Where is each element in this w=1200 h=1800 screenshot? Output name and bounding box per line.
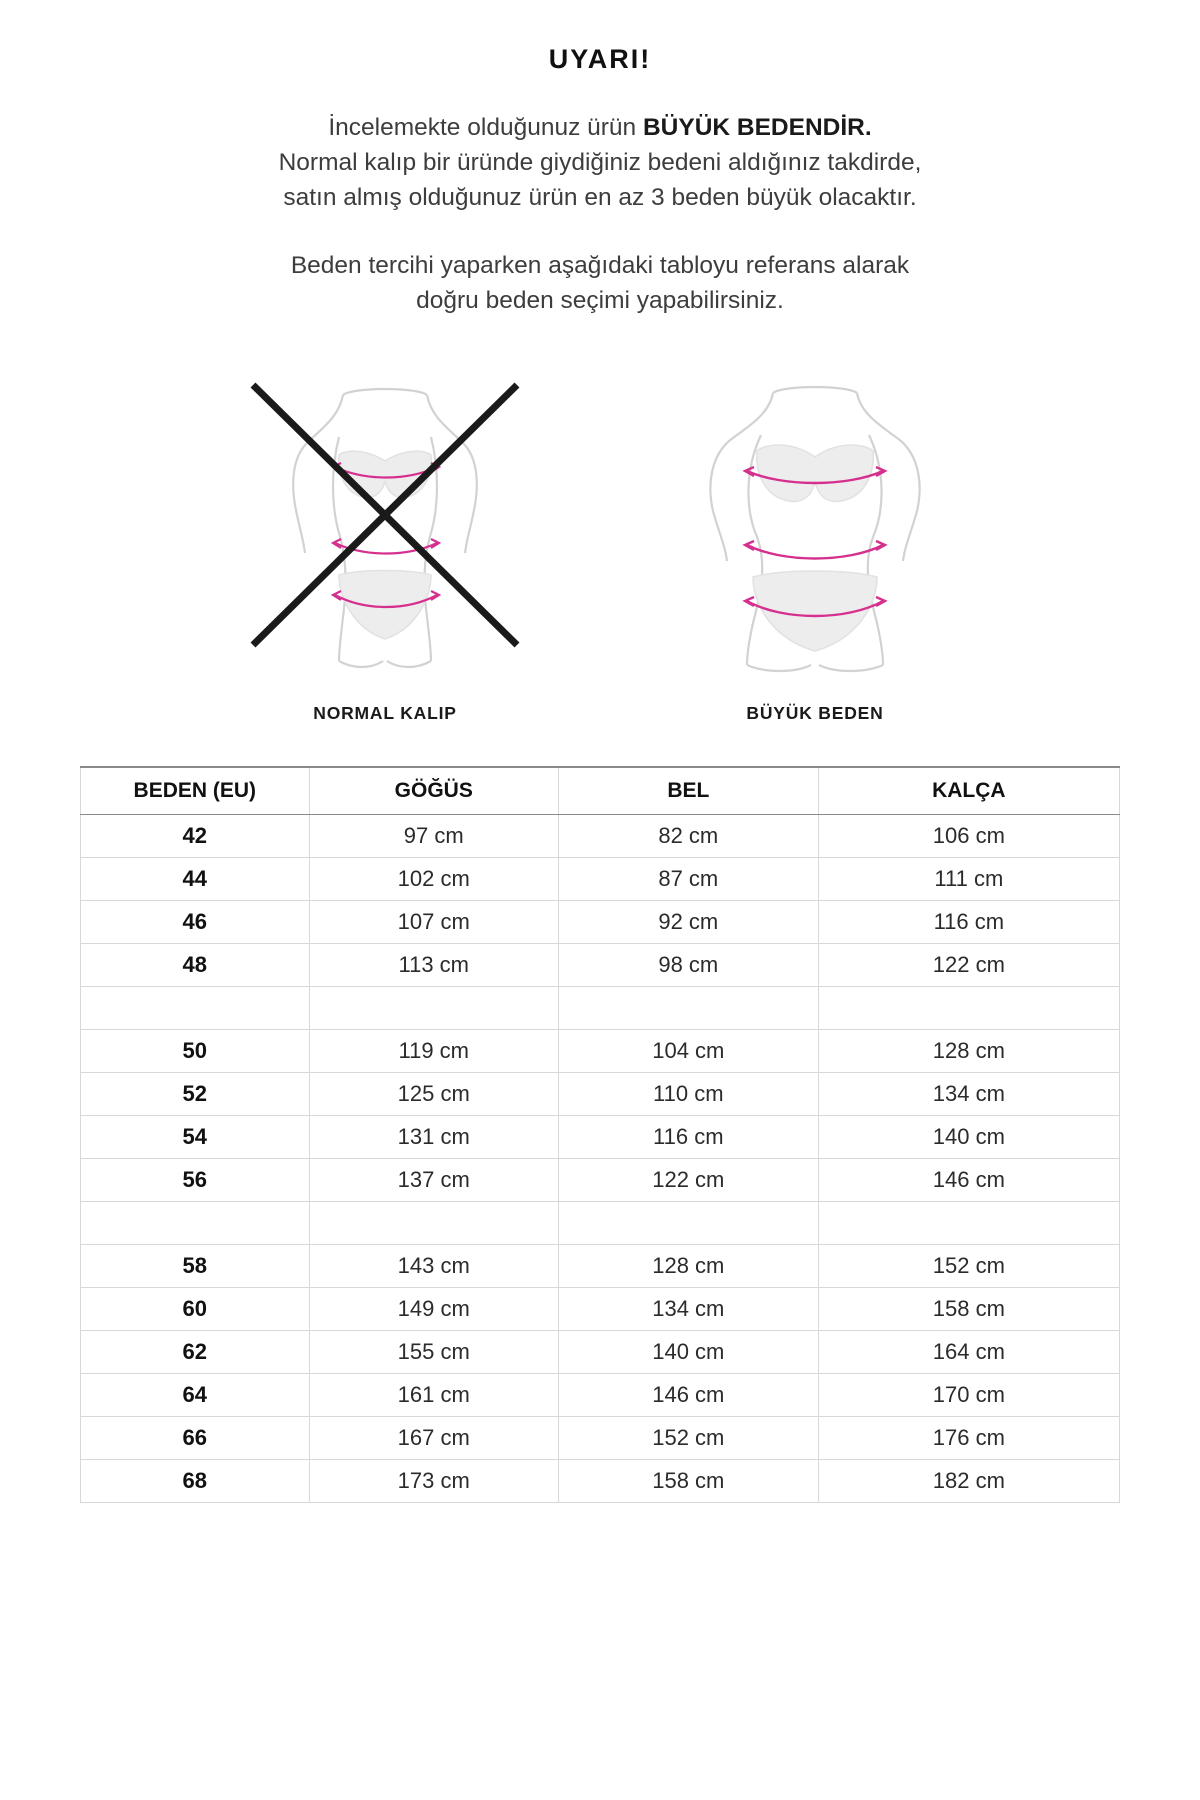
table-spacer-row: [81, 1201, 1120, 1244]
table-row: [81, 900, 1120, 943]
cell-size: [81, 1201, 310, 1244]
intro-line-1a: İncelemekte olduğunuz ürün: [328, 114, 643, 141]
table-row: [81, 1158, 1120, 1201]
cell-waist: 152 cm: [558, 1416, 818, 1459]
cell-size: 64: [81, 1373, 310, 1416]
figure-comparison: [80, 377, 1120, 724]
cell-hip: 176 cm: [818, 1416, 1119, 1459]
column-header-hip: KALÇA: [818, 767, 1119, 815]
cell-bust: [309, 986, 558, 1029]
cell-hip: 158 cm: [818, 1287, 1119, 1330]
table-row: [81, 814, 1120, 857]
cell-size: 60: [81, 1287, 310, 1330]
cell-bust: [309, 1201, 558, 1244]
table-row: [81, 857, 1120, 900]
bra-shape: [757, 445, 873, 501]
figure-normal-fit-caption: NORMAL KALIP: [313, 702, 457, 723]
cell-hip: [818, 986, 1119, 1029]
cell-bust: 119 cm: [309, 1029, 558, 1072]
cell-bust: 143 cm: [309, 1244, 558, 1287]
intro-text: [80, 111, 1120, 319]
cell-waist: 140 cm: [558, 1330, 818, 1373]
figure-plus-size: [665, 377, 965, 724]
table-body: [81, 814, 1120, 1502]
table-row: [81, 1287, 1120, 1330]
table-row: [81, 1244, 1120, 1287]
cell-waist: 98 cm: [558, 943, 818, 986]
intro-line-3: satın almış olduğunuz ürün en az 3 beden büyük olacaktır.: [283, 183, 917, 211]
cell-hip: 134 cm: [818, 1072, 1119, 1115]
cell-hip: 140 cm: [818, 1115, 1119, 1158]
figure-normal-fit: [235, 377, 535, 724]
table-row: [81, 1416, 1120, 1459]
cell-bust: 155 cm: [309, 1330, 558, 1373]
cell-bust: 161 cm: [309, 1373, 558, 1416]
column-header-bust: GÖĞÜS: [309, 767, 558, 815]
cell-bust: 131 cm: [309, 1115, 558, 1158]
cell-waist: 134 cm: [558, 1287, 818, 1330]
plus-size-body-icon: [665, 377, 965, 677]
figure-plus-size-caption: BÜYÜK BEDEN: [746, 702, 884, 723]
cell-bust: 125 cm: [309, 1072, 558, 1115]
plus-size-illustration: [665, 377, 965, 677]
cell-waist: 158 cm: [558, 1459, 818, 1502]
cell-hip: 164 cm: [818, 1330, 1119, 1373]
cell-bust: 102 cm: [309, 857, 558, 900]
briefs-shape: [339, 570, 431, 639]
waist-measure-arrow: [745, 541, 885, 559]
cell-hip: [818, 1201, 1119, 1244]
table-row: [81, 943, 1120, 986]
table-row: [81, 1072, 1120, 1115]
cell-bust: 97 cm: [309, 814, 558, 857]
cell-bust: 107 cm: [309, 900, 558, 943]
cell-bust: 137 cm: [309, 1158, 558, 1201]
cell-size: 58: [81, 1244, 310, 1287]
cell-waist: 116 cm: [558, 1115, 818, 1158]
cell-hip: 146 cm: [818, 1158, 1119, 1201]
intro-line-5: doğru beden seçimi yapabilirsiniz.: [416, 287, 784, 315]
table-row: [81, 1373, 1120, 1416]
cell-waist: 110 cm: [558, 1072, 818, 1115]
cell-hip: 170 cm: [818, 1373, 1119, 1416]
normal-fit-illustration: [235, 377, 535, 677]
table-row: [81, 1330, 1120, 1373]
intro-paragraph-1: [80, 111, 1120, 215]
cell-size: [81, 986, 310, 1029]
table-row: [81, 1115, 1120, 1158]
table-row: [81, 1459, 1120, 1502]
cell-size: 48: [81, 943, 310, 986]
cell-waist: 146 cm: [558, 1373, 818, 1416]
intro-paragraph-2: [80, 249, 1120, 319]
column-header-size: BEDEN (EU): [81, 767, 310, 815]
cell-hip: 116 cm: [818, 900, 1119, 943]
cell-size: 42: [81, 814, 310, 857]
column-header-waist: BEL: [558, 767, 818, 815]
page-title: UYARI!: [548, 44, 652, 74]
table-row: [81, 1029, 1120, 1072]
intro-emphasis: BÜYÜK BEDENDİR.: [642, 114, 872, 141]
cell-size: 46: [81, 900, 310, 943]
intro-line-2: Normal kalıp bir üründe giydiğiniz bedeni aldığınız takdirde,: [278, 148, 922, 176]
cell-hip: 182 cm: [818, 1459, 1119, 1502]
cell-waist: 104 cm: [558, 1029, 818, 1072]
cell-waist: 92 cm: [558, 900, 818, 943]
cell-bust: 167 cm: [309, 1416, 558, 1459]
cell-size: 62: [81, 1330, 310, 1373]
cell-bust: 149 cm: [309, 1287, 558, 1330]
cell-waist: 82 cm: [558, 814, 818, 857]
cell-waist: 122 cm: [558, 1158, 818, 1201]
size-guide-page: [80, 0, 1120, 1503]
cell-size: 50: [81, 1029, 310, 1072]
cell-hip: 122 cm: [818, 943, 1119, 986]
size-chart-table: [80, 766, 1120, 1503]
cell-size: 66: [81, 1416, 310, 1459]
cell-hip: 152 cm: [818, 1244, 1119, 1287]
cell-hip: 111 cm: [818, 857, 1119, 900]
table-header-row: [81, 767, 1120, 815]
cell-hip: 106 cm: [818, 814, 1119, 857]
cell-hip: 128 cm: [818, 1029, 1119, 1072]
cell-waist: [558, 986, 818, 1029]
cell-size: 56: [81, 1158, 310, 1201]
cell-bust: 113 cm: [309, 943, 558, 986]
cell-waist: 128 cm: [558, 1244, 818, 1287]
normal-body-icon: [235, 377, 535, 677]
cell-waist: [558, 1201, 818, 1244]
cell-waist: 87 cm: [558, 857, 818, 900]
cell-size: 68: [81, 1459, 310, 1502]
table-spacer-row: [81, 986, 1120, 1029]
cell-size: 52: [81, 1072, 310, 1115]
cell-size: 54: [81, 1115, 310, 1158]
intro-line-4: Beden tercihi yaparken aşağıdaki tabloyu referans alarak: [290, 252, 910, 280]
cell-bust: 173 cm: [309, 1459, 558, 1502]
cell-size: 44: [81, 857, 310, 900]
